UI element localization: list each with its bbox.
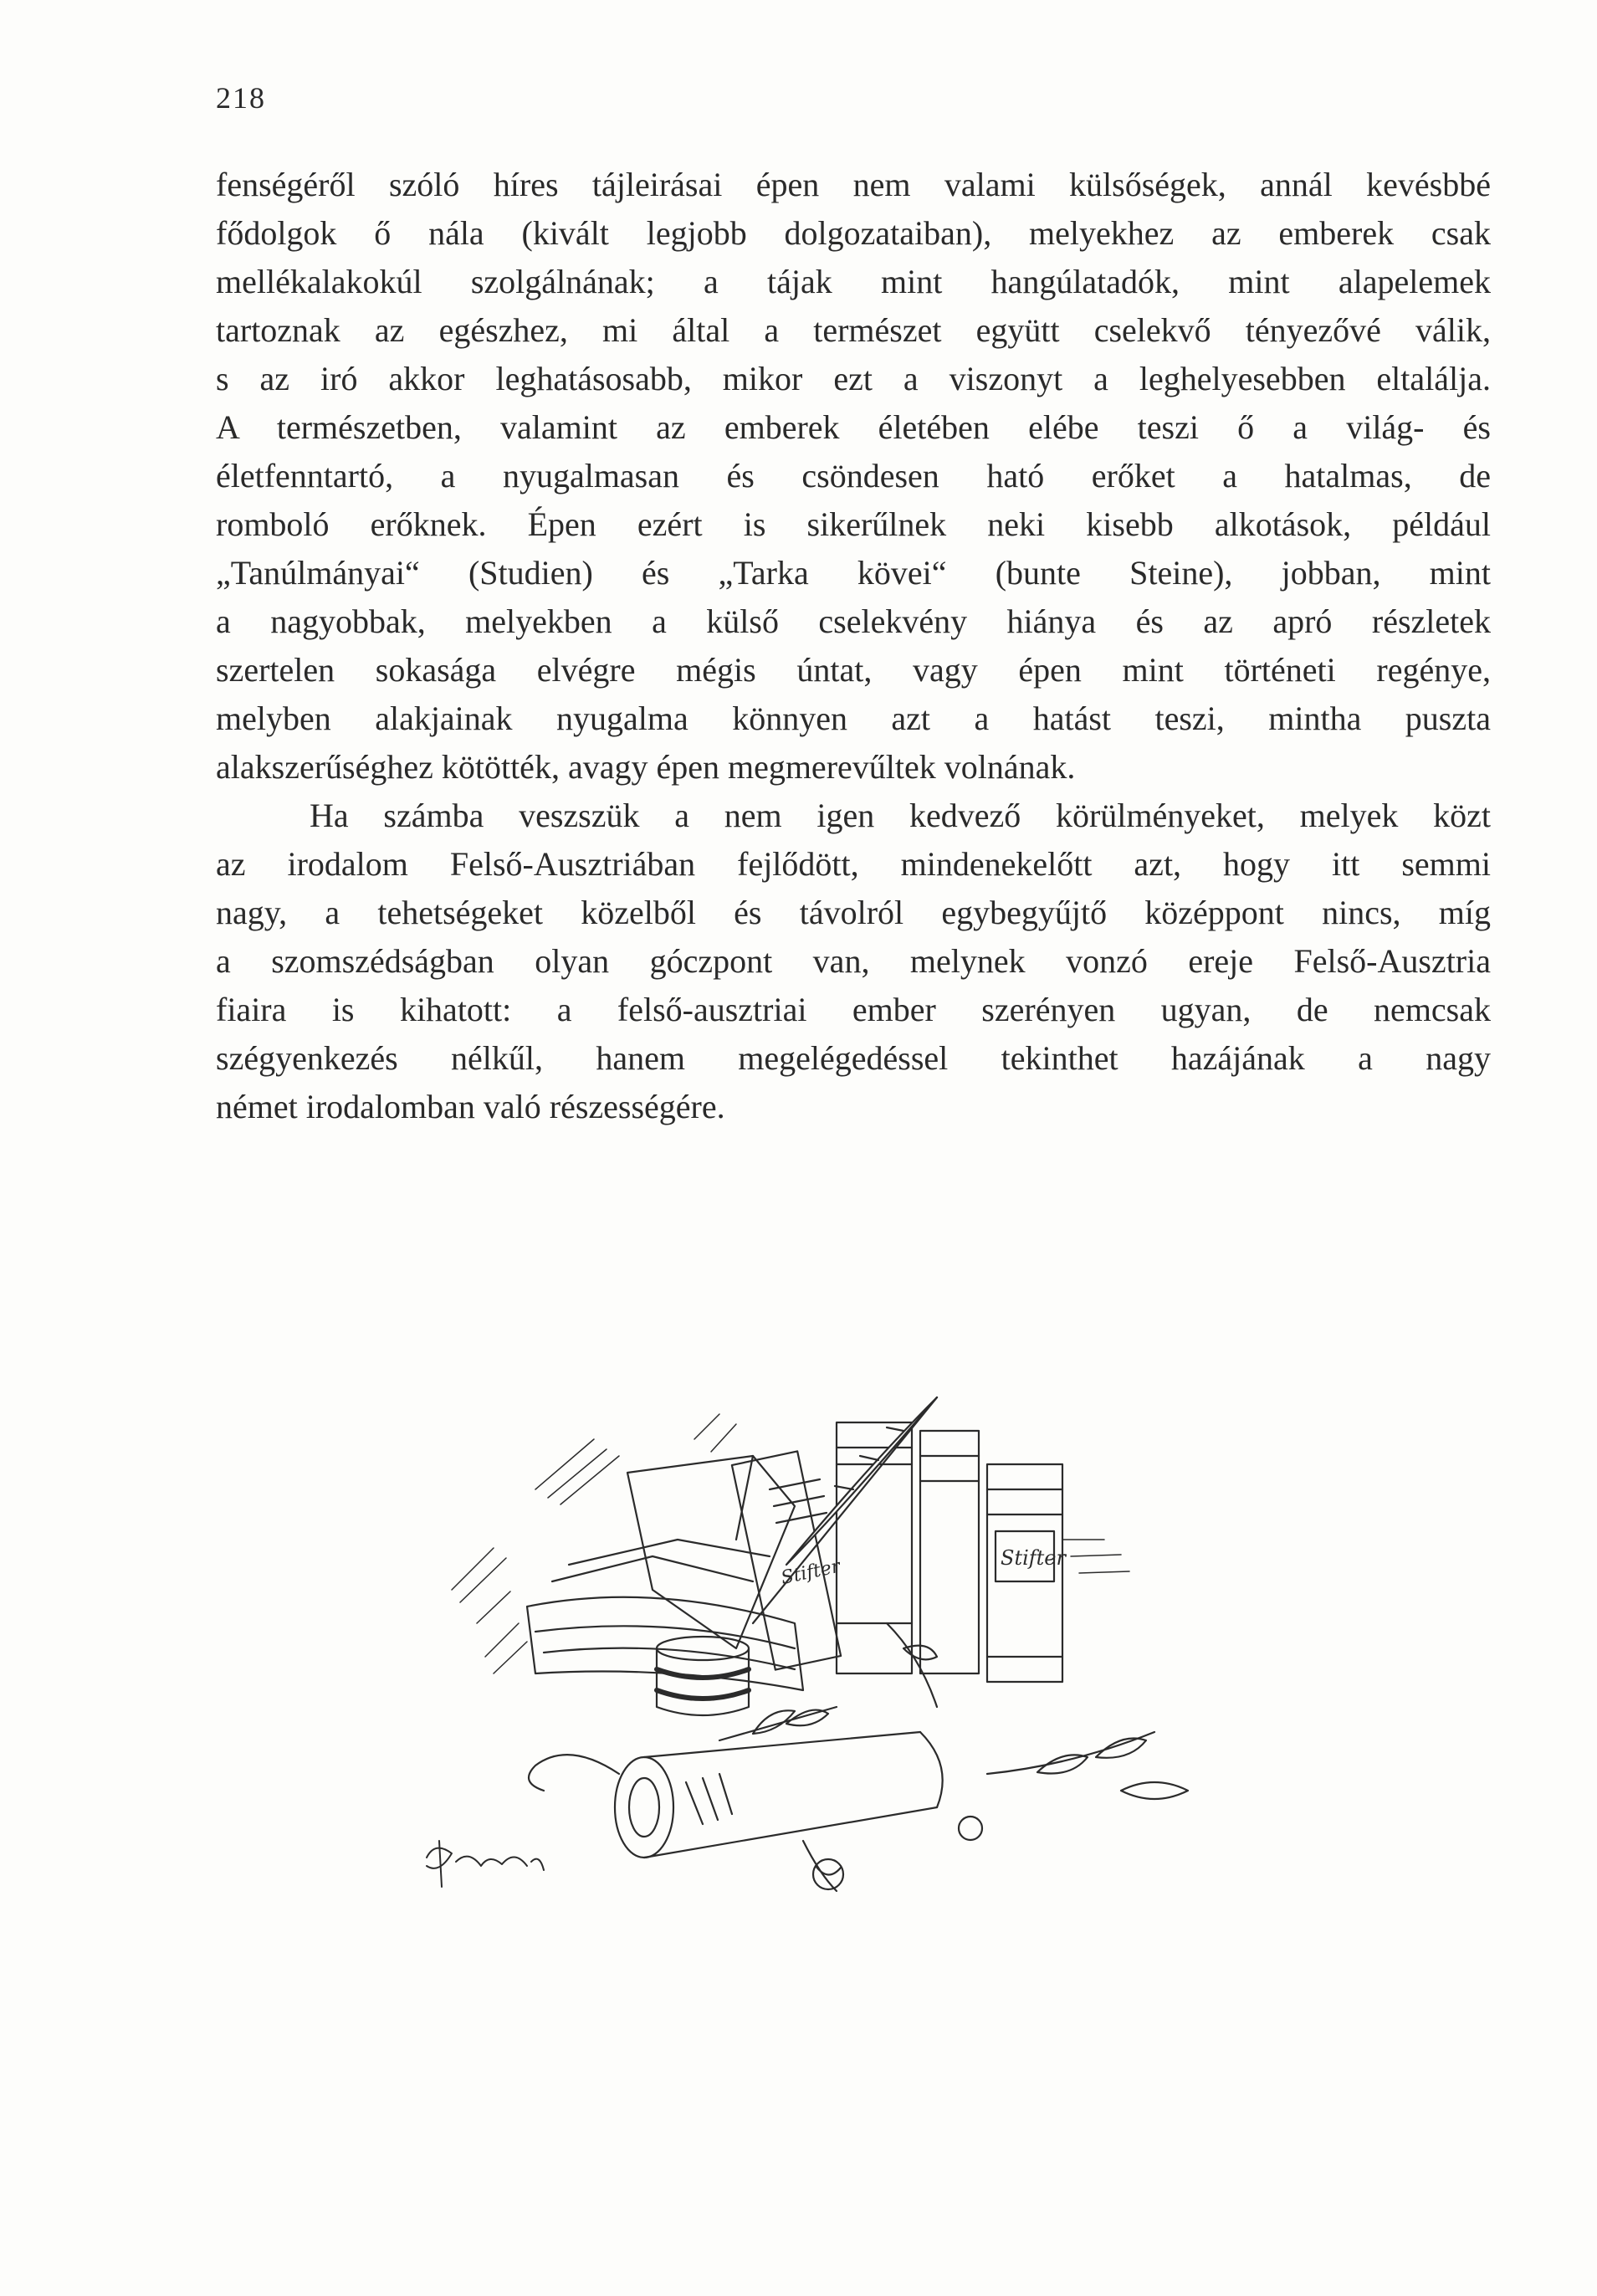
text-line: A természetben, valamint az emberek életében elébe teszi ő a világ- és xyxy=(216,408,1491,446)
paper-scroll xyxy=(529,1732,943,1858)
text-line: nagy, a tehetségeket közelből és távolról egybegyűjtő középpont nincs, míg xyxy=(216,894,1491,931)
folded-sheet xyxy=(627,1456,795,1648)
text-line: az irodalom Felső-Ausztriában fejlődött, mindenekelőtt azt, hogy itt semmi xyxy=(216,845,1491,883)
text-line: tartoznak az egészhez, mi által a természet együtt cselekvő tényezővé válik, xyxy=(216,311,1491,349)
text-line: alakszerűséghez kötötték, avagy épen megmerevűltek volnának. xyxy=(216,748,1076,786)
text-line: a szomszédságban olyan góczpont van, melynek vonzó ereje Felső-Ausztria xyxy=(216,942,1491,980)
quill-feather xyxy=(753,1397,937,1623)
laurel-leaves xyxy=(719,1623,1188,1799)
text-line: Ha számba veszszük a nem igen kedvező körülményeket, melyek közt xyxy=(310,797,1491,834)
text-line: fiaira is kihatott: a felső-ausztriai ember szerényen ugyan, de nemcsak xyxy=(216,991,1491,1028)
paper-stack xyxy=(527,1540,803,1690)
text-line: fenségéről szóló híres tájleirásai épen nem valami külsőségek, annál kevésbbé xyxy=(216,166,1491,203)
text-line: melyben alakjainak nyugalma könnyen azt a hatást teszi, mintha puszta xyxy=(216,700,1491,737)
text-line: fődolgok ő nála (kivált legjobb dolgozataiban), melyekhez az emberek csak xyxy=(216,214,1491,252)
body-text xyxy=(216,161,1491,1131)
vignette-illustration xyxy=(402,1372,1288,1908)
text-line: „Tanúlmányai“ (Studien) és „Tarka kövei“ (bunte Steine), jobban, mint xyxy=(216,554,1491,592)
book-spine-label: Stifter xyxy=(779,1555,842,1589)
wax-seal xyxy=(803,1817,982,1891)
text-line: szégyenkezés nélkűl, hanem megelégedéssel tekinthet hazájának a nagy xyxy=(216,1039,1491,1077)
text-line: szertelen sokasága elvégre mégis úntat, vagy épen mint történeti regénye, xyxy=(216,651,1491,689)
text-line: német irodalomban való részességére. xyxy=(216,1088,725,1125)
text-line: romboló erőknek. Épen ezért is sikerűlnek neki kisebb alkotások, például xyxy=(216,505,1491,543)
text-line: s az iró akkor leghatásosabb, mikor ezt a viszonyt a leghelyesebben eltalálja. xyxy=(216,360,1491,397)
page-number: 218 xyxy=(216,81,266,115)
text-line: életfenntartó, a nyugalmasan és csöndesen ható erőket a hatalmas, de xyxy=(216,457,1491,495)
text-line: mellékalakokúl szolgálnának; a tájak mint hangúlatadók, mint alapelemek xyxy=(216,263,1491,300)
book-spine-label: Stifter xyxy=(1001,1546,1066,1570)
text-line: a nagyobbak, melyekben a külső cselekvény hiánya és az apró részletek xyxy=(216,602,1491,640)
artist-signature-mark xyxy=(427,1841,544,1887)
